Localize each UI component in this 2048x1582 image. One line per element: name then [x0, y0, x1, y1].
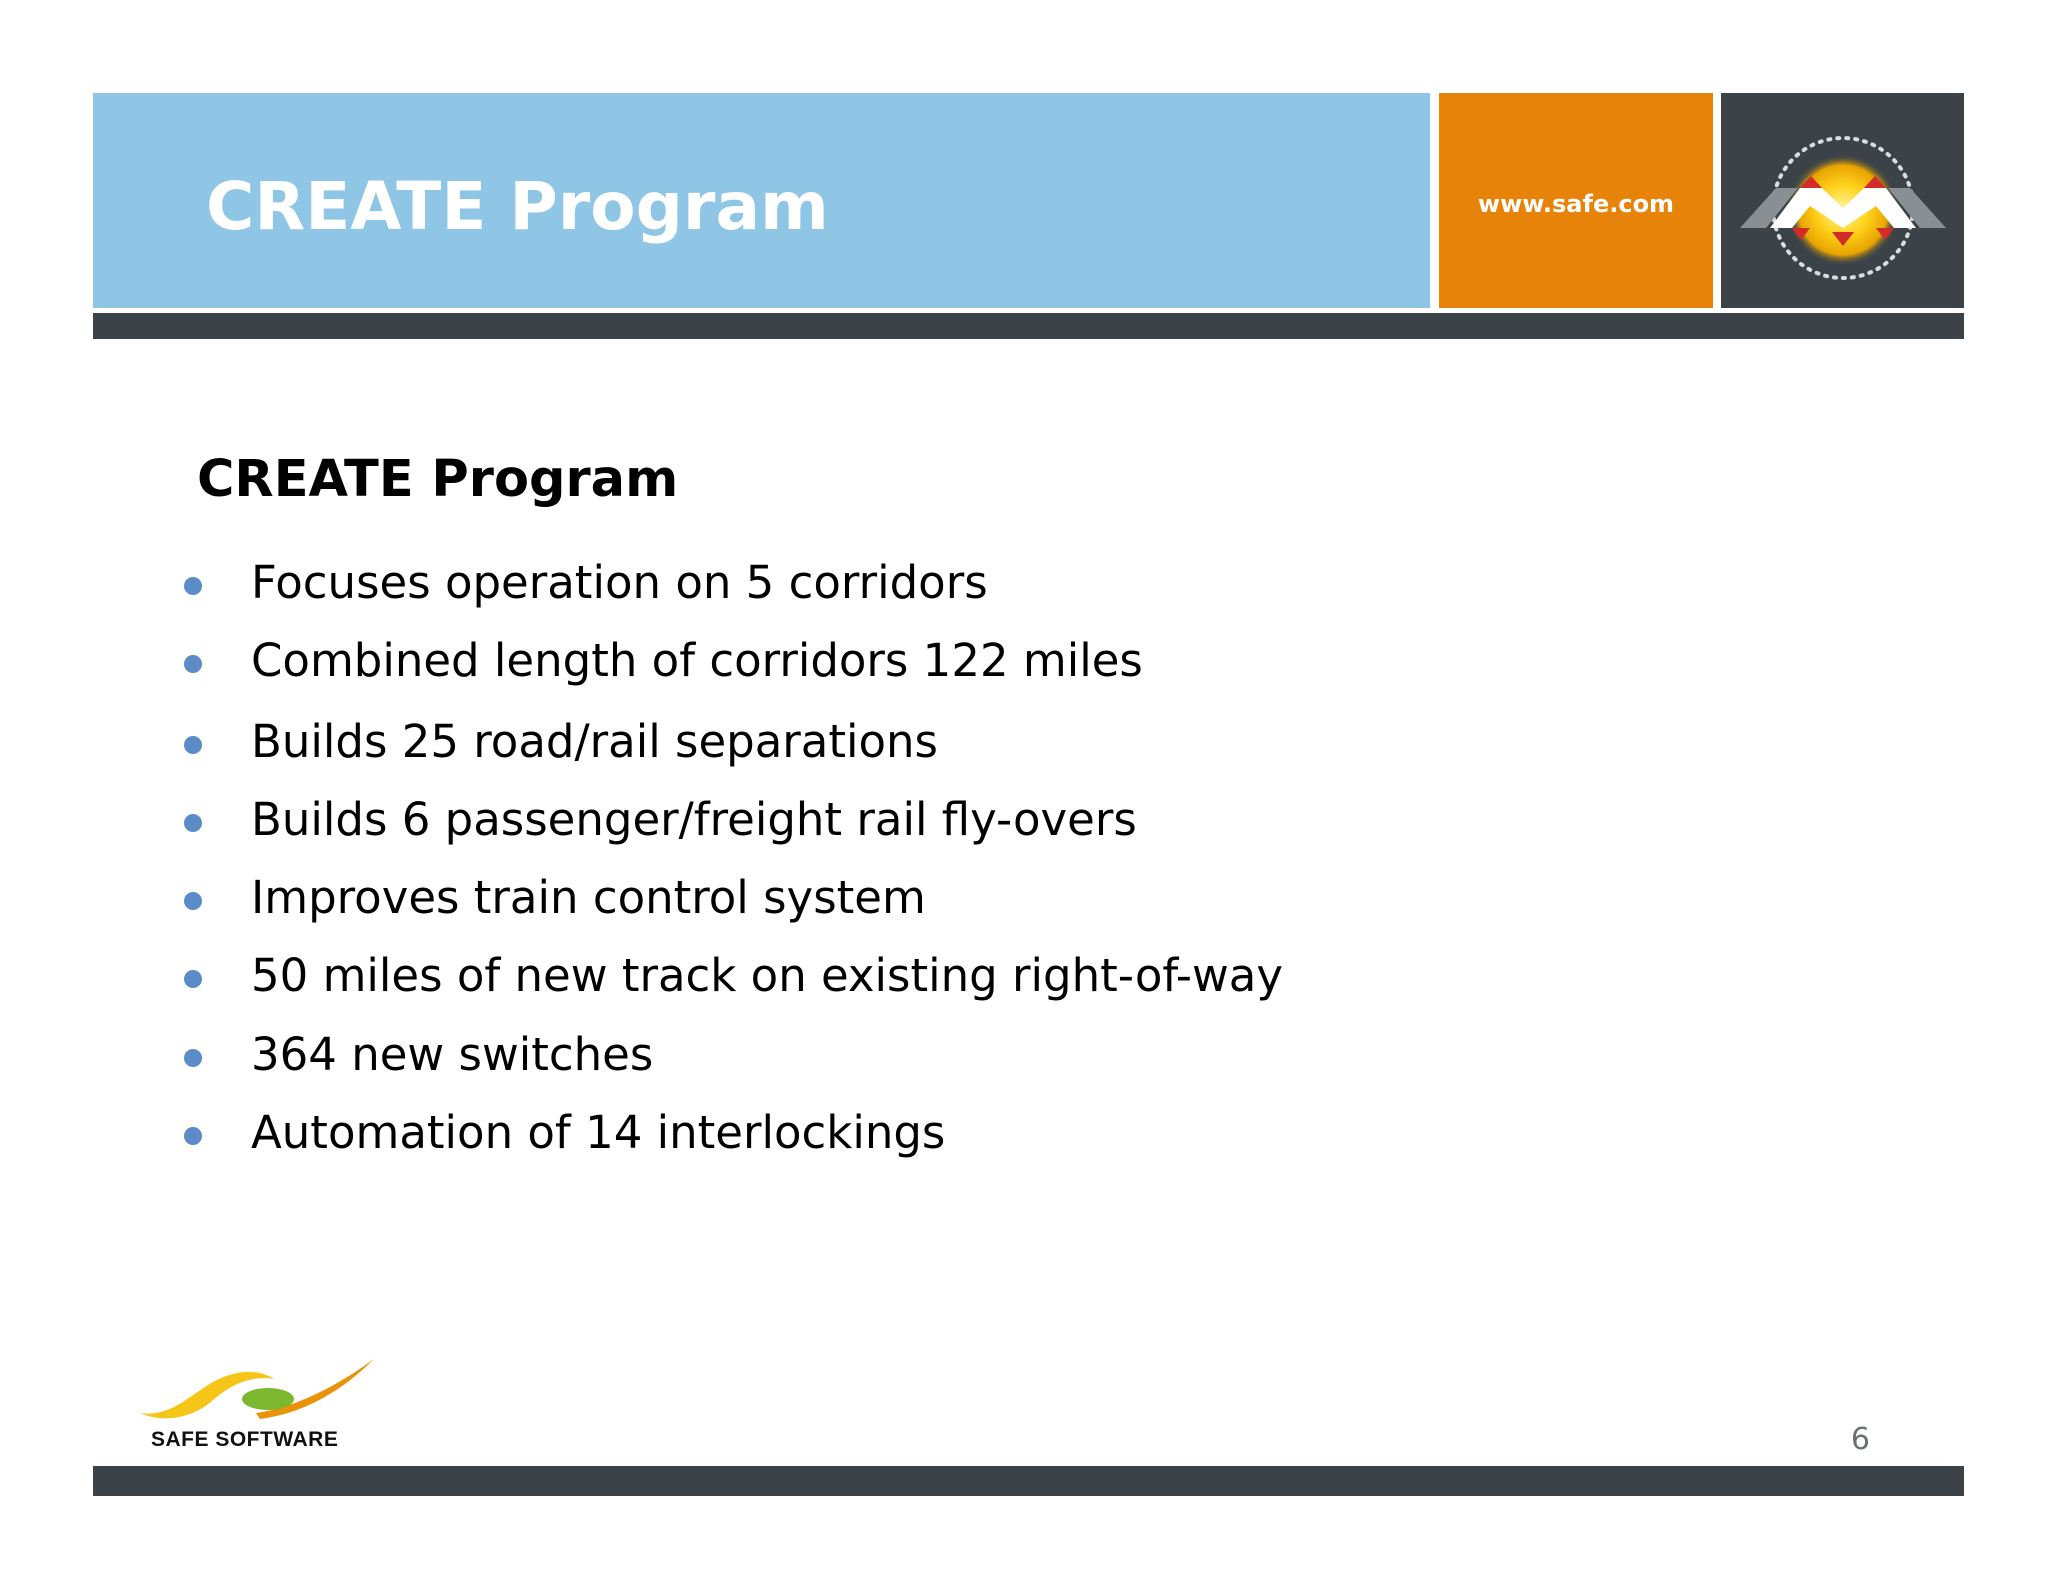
header-title: CREATE Program [206, 168, 829, 245]
bullet-dot-icon [184, 970, 202, 988]
bullet-dot-icon [184, 814, 202, 832]
bullet-text: Builds 6 passenger/freight rail fly-overs [251, 793, 1137, 846]
bullet-text: Builds 25 road/rail separations [251, 715, 938, 768]
footer-divider [93, 1466, 1964, 1496]
bullet-text: Automation of 14 interlockings [251, 1106, 946, 1159]
bullet-dot-icon [184, 1127, 202, 1145]
page-number: 6 [1850, 1422, 1870, 1457]
bullet-text: Combined length of corridors 122 miles [251, 634, 1143, 687]
content-heading: CREATE Program [197, 450, 679, 509]
bullet-text: Improves train control system [251, 871, 926, 924]
bullet-dot-icon [184, 736, 202, 754]
bullet-text: 50 miles of new track on existing right-of-way [251, 949, 1283, 1002]
safe-software-logo-text: SAFE SOFTWARE [151, 1428, 339, 1451]
bullet-dot-icon [184, 892, 202, 910]
bullet-text: Focuses operation on 5 corridors [251, 556, 988, 609]
bullet-dot-icon [184, 655, 202, 673]
bullet-dot-icon [184, 577, 202, 595]
header-divider [93, 313, 1964, 339]
fme-logo-icon [1736, 128, 1950, 288]
header-url: www.safe.com [1477, 190, 1675, 218]
bullet-text: 364 new switches [251, 1028, 654, 1081]
bullet-dot-icon [184, 1049, 202, 1067]
